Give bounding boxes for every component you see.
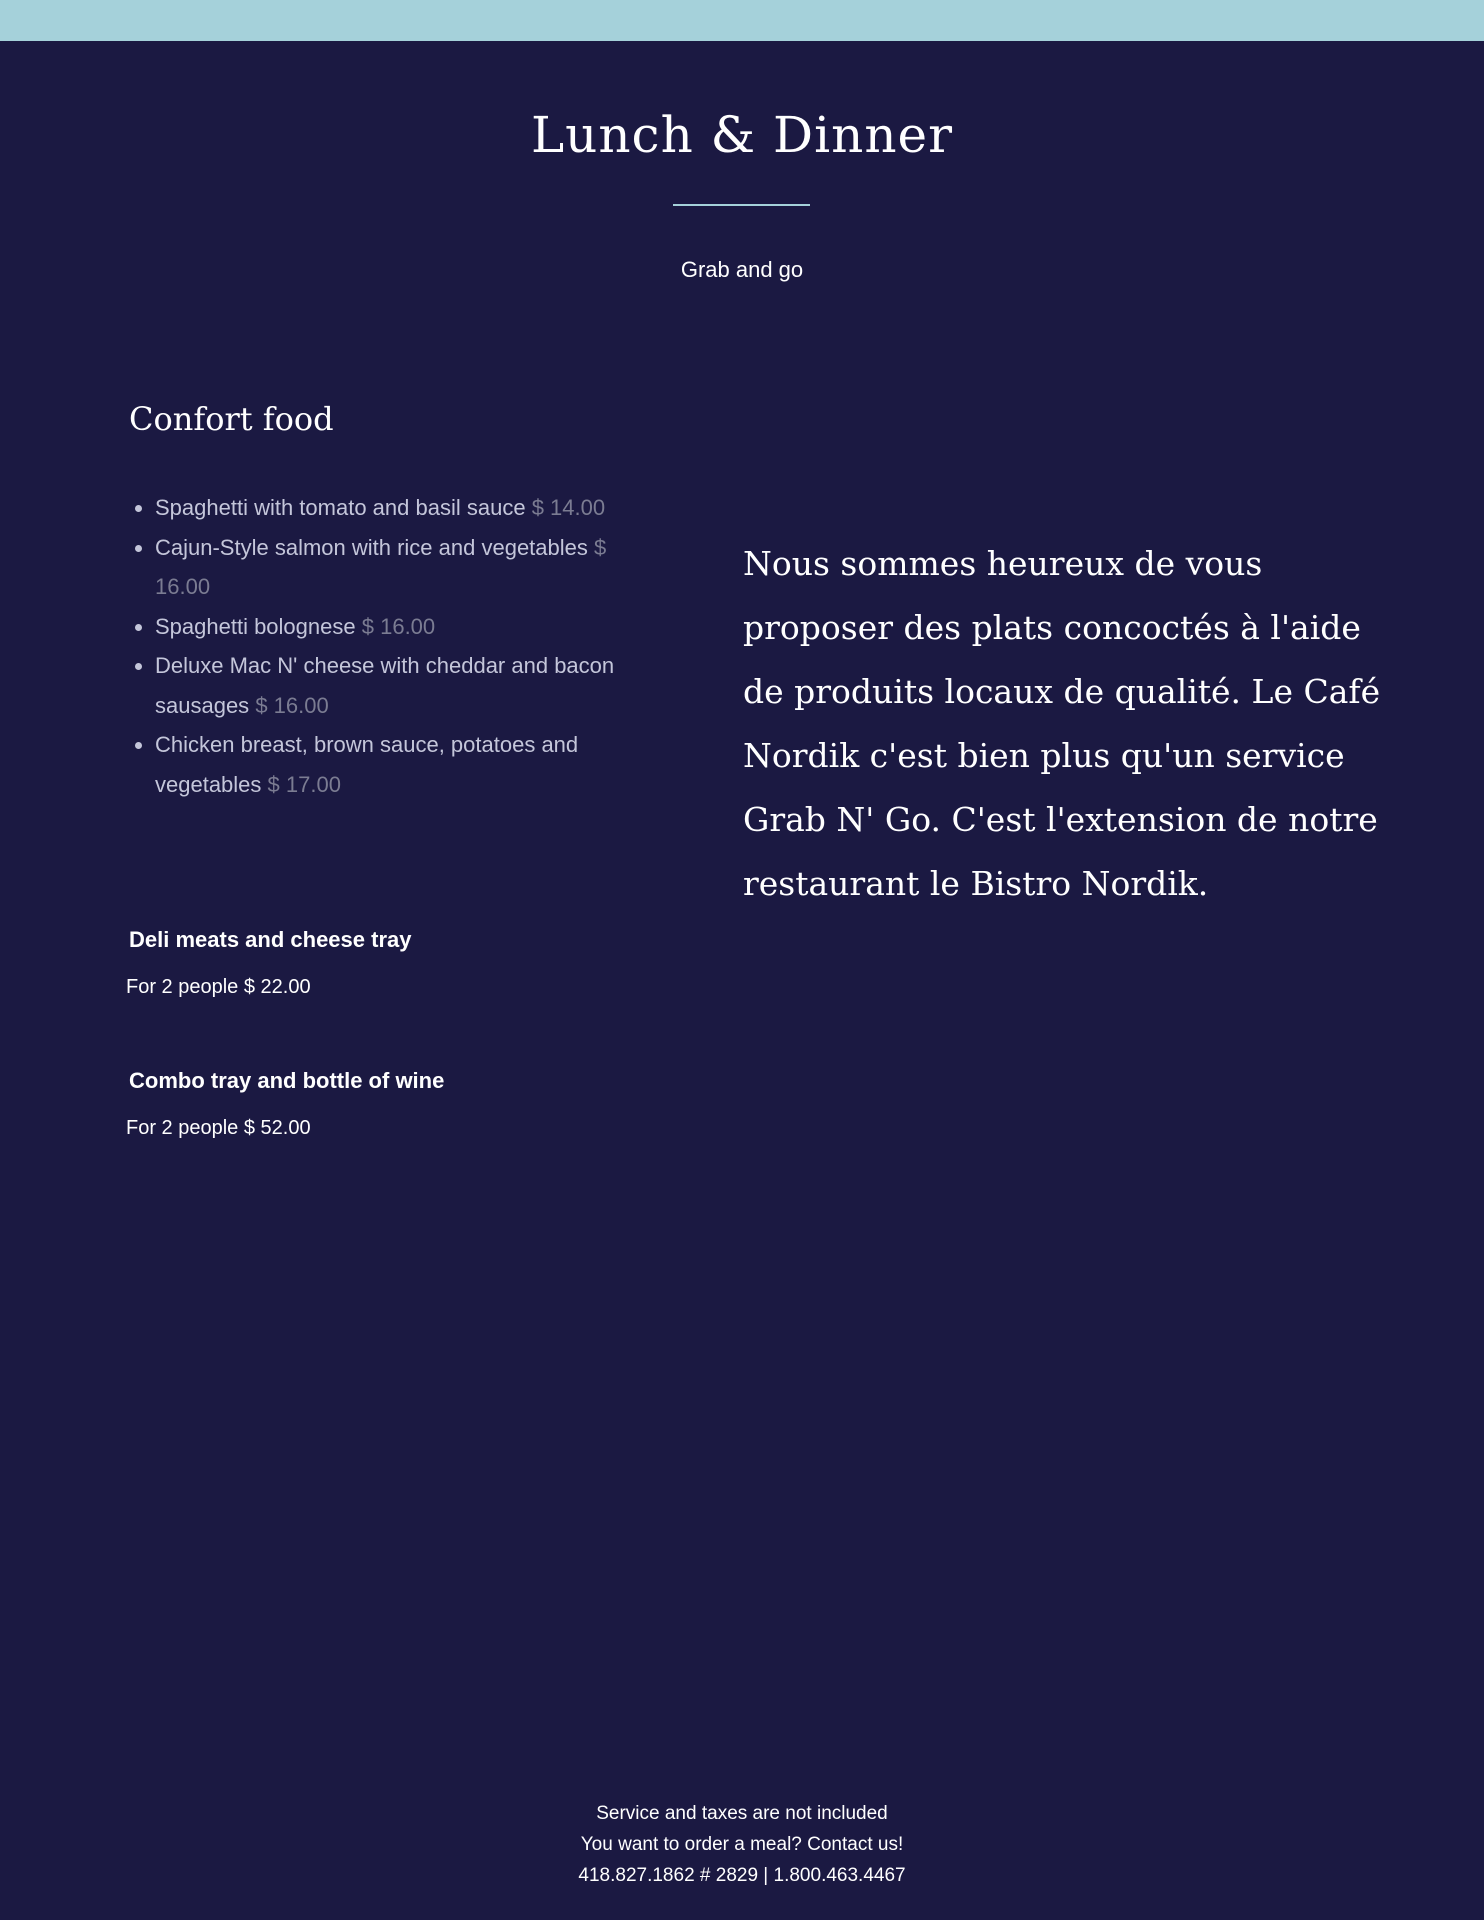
tray-description-combo — [126, 1114, 311, 1142]
intro-paragraph: Nous sommes heureux de vous proposer des plats concoctés à l'aide de produits locaux de qualité. Le Café Nordik c'est bien plus qu'un service Grab N' Go. C'est l'extension de notre restaurant le Bistro Nordik. — [743, 544, 1381, 903]
tray-price: $ 52.00 — [243, 1117, 311, 1139]
menu-item-price: $ 16.00 — [361, 613, 436, 639]
menu-item-price: $ 16.00 — [155, 534, 607, 599]
tray-price: $ 22.00 — [243, 976, 311, 998]
menu-item — [155, 528, 635, 607]
menu-item — [155, 488, 635, 528]
footer-contact-prompt: You want to order a meal? Contact us! — [580, 1834, 904, 1855]
title-divider — [673, 204, 810, 206]
menu-item-name: Deluxe Mac N' cheese with cheddar and bacon sausages — [155, 653, 615, 718]
top-accent-bar — [0, 0, 1484, 41]
menu-list — [129, 488, 635, 804]
page-subtitle: Grab and go — [680, 257, 804, 282]
section-heading-confort-food: Confort food — [129, 400, 334, 438]
tray-serving: For 2 people — [126, 976, 239, 998]
tray-title-combo: Combo tray and bottle of wine — [129, 1068, 445, 1093]
menu-item-name: Chicken breast, brown sauce, potatoes and vegetables — [155, 732, 579, 797]
menu-item — [155, 646, 635, 725]
menu-item — [155, 725, 635, 804]
menu-item-name: Cajun-Style salmon with rice and vegetables — [155, 534, 588, 560]
menu-item-price: $ 17.00 — [267, 771, 341, 797]
tray-description-deli — [126, 973, 311, 1001]
footer-phone-numbers: 418.827.1862 # 2829 | 1.800.463.4467 — [578, 1865, 906, 1886]
tray-serving: For 2 people — [126, 1117, 239, 1139]
page-title: Lunch & Dinner — [530, 106, 954, 164]
tray-title-deli: Deli meats and cheese tray — [129, 927, 412, 952]
footer — [0, 1798, 1484, 1891]
menu-item-price: $ 16.00 — [255, 692, 329, 718]
menu-item-name: Spaghetti bolognese — [155, 613, 356, 639]
menu-item-name: Spaghetti with tomato and basil sauce — [155, 495, 526, 520]
footer-taxes-note: Service and taxes are not included — [596, 1803, 888, 1824]
menu-item — [155, 607, 635, 647]
menu-item-price: $ 14.00 — [531, 495, 606, 520]
